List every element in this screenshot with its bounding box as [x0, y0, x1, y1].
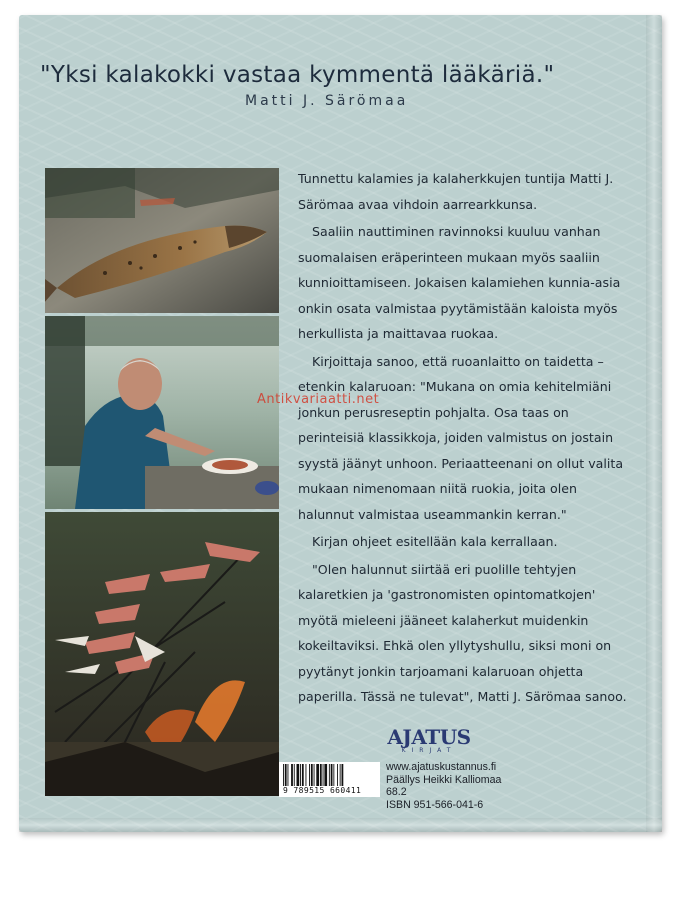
watermark: Antikvariaatti.net: [257, 392, 380, 407]
isbn: ISBN 951-566-041-6: [386, 798, 484, 811]
publisher-website: www.ajatuskustannus.fi: [386, 761, 497, 773]
blurb-paragraph-1: Tunnettu kalamies ja kalaherkkujen tuntija Matti J. Särömaa avaa vihdoin aarrearkkunsa.: [298, 171, 614, 212]
barcode-bars: [279, 762, 380, 788]
publisher-logo-subtext: KIRJAT: [401, 747, 457, 754]
photo-column: [45, 168, 279, 796]
cover-credit: Päällys Heikki Kalliomaa: [386, 773, 502, 786]
quote-author: Matti J. Särömaa: [245, 93, 409, 109]
blurb-paragraph-3: Kirjoittaja sanoo, että ruoanlaitto on taidetta – etenkin kalaruoan: "Mukana on omia kehitelmiäni jonkun perusreseptin pohjalta. Osa taas on perinteisiä klassikkoja, joiden valmistus on jostain syystä jäänyt unhoon. Periaatteenani on ollut valita mukaan nimenomaan niitä ruokia, joita olen halunnut valmistaa useammankin kerran.": [298, 353, 624, 522]
cover-bottom-edge: [19, 818, 662, 832]
blurb-paragraph-2: Saaliin nauttiminen ravinnoksi kuuluu vanhan suomalaisen eräperinteen mukaan myös saaliin kunnioittamiseen. Jokaisen kalamiehen kunnia-asia onkin osata valmistaa pyytämistään kaloista myös herkullista ja maittavaa ruokaa.: [298, 224, 621, 341]
publisher-logo-text: AJATUS: [387, 725, 471, 749]
cover-right-edge: [646, 15, 662, 832]
blurb-paragraph-5: "Olen halunnut siirtää eri puolille tehtyjen kalaretkien ja 'gastronomisten opintomatkojen' myötä mieleeni jääneet kalaherkut muidenkin kokeiltaviksi. Ehkä olen yllytyshullu, siksi moni on pyytänyt jonkin tarjoamani kalaruoan ohjetta paperilla. Tässä ne tulevat", Matti J. Särömaa sanoo.: [298, 561, 627, 704]
barcode-number: 9 789515 660411: [283, 786, 362, 795]
cover-quote: "Yksi kalakokki vastaa kymmentä lääkäriä.": [40, 62, 555, 88]
class-code: 68.2: [386, 786, 407, 798]
trout-photo: [45, 168, 279, 313]
blurb-paragraph-4: Kirjan ohjeet esitellään kala kerrallaan.: [312, 534, 558, 549]
publisher-info: [386, 761, 501, 811]
publisher-logo: [384, 726, 474, 754]
man-eating-photo: [45, 316, 279, 509]
campfire-fish-photo: [45, 512, 279, 796]
blurb-text: [298, 166, 633, 712]
